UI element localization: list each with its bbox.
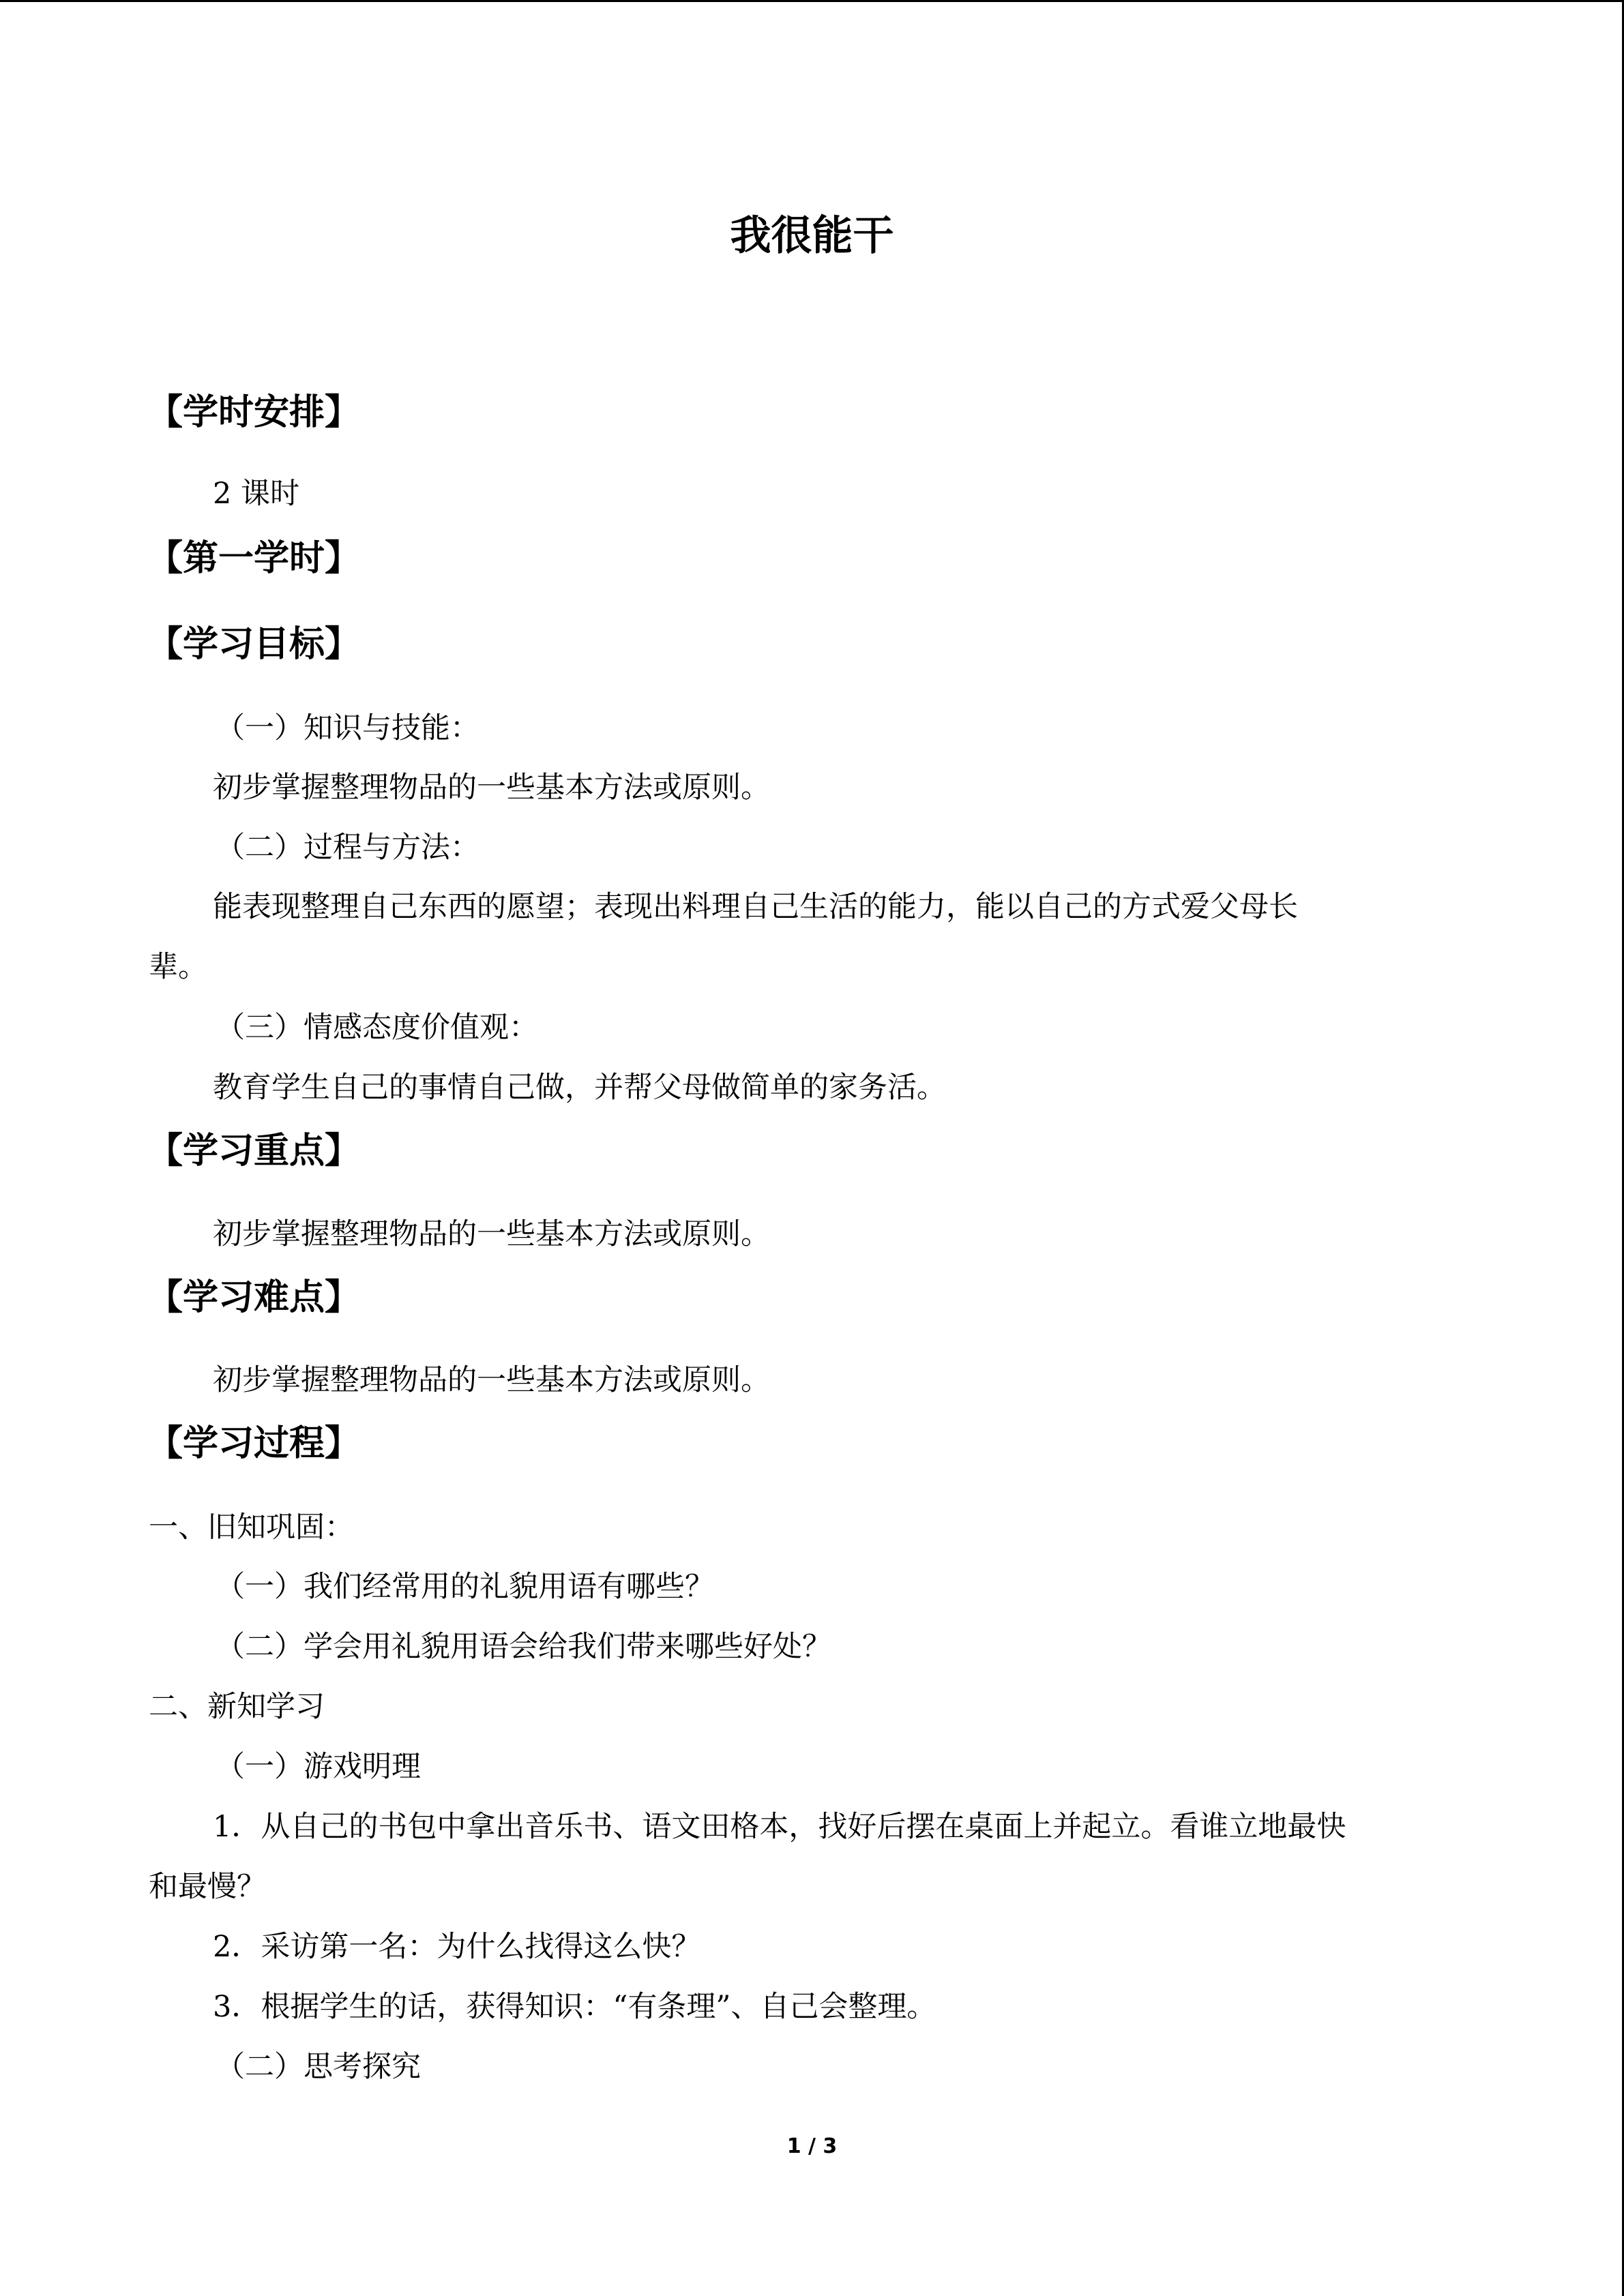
heading-process: 【学习过程】 [147,1423,361,1464]
document-title: 我很能干 [730,212,894,260]
key-points-text: 初步掌握整理物品的一些基本方法或原则。 [213,1217,770,1251]
review-title: 一、旧知巩固： [149,1510,354,1545]
difficulties-text: 初步掌握整理物品的一些基本方法或原则。 [213,1363,770,1397]
heading-schedule: 【学时安排】 [147,392,361,433]
review-question-2: （二）学会用礼貌用语会给我们带来哪些好处？ [216,1630,831,1664]
goal2-text-line2: 辈。 [149,950,207,984]
heading-first-period: 【第一学时】 [147,538,361,579]
schedule-value: 2 课时 [213,477,300,511]
goal1-text: 初步掌握整理物品的一些基本方法或原则。 [213,771,770,805]
heading-difficulties: 【学习难点】 [147,1277,361,1318]
goal3-text: 教育学生自己的事情自己做，并帮父母做简单的家务活。 [213,1071,946,1105]
new-learning-title: 二、新知学习 [149,1690,325,1724]
step3: 3．根据学生的话，获得知识：“有条理”、自己会整理。 [213,1990,936,2024]
step1-line1: 1．从自己的书包中拿出音乐书、语文田格本，找好后摆在桌面上并起立。看谁立地最快 [213,1810,1346,1844]
goal2-text-line1: 能表现整理自己东西的愿望；表现出料理自己生活的能力，能以自己的方式爱父母长 [213,890,1298,924]
goal1-label: （一）知识与技能： [216,711,479,745]
step2: 2．采访第一名：为什么找得这么快？ [213,1930,701,1964]
explore-title: （二）思考探究 [216,2050,421,2084]
heading-goals: 【学习目标】 [147,624,361,665]
goal3-label: （三）情感态度价值观： [216,1011,538,1045]
page-number: 1 / 3 [786,2134,838,2158]
review-question-1: （一）我们经常用的礼貌用语有哪些？ [216,1570,714,1604]
goal2-label: （二）过程与方法： [216,831,479,865]
step1-line2: 和最慢？ [149,1870,266,1904]
game-title: （一）游戏明理 [216,1750,421,1784]
heading-key-points: 【学习重点】 [147,1131,361,1172]
